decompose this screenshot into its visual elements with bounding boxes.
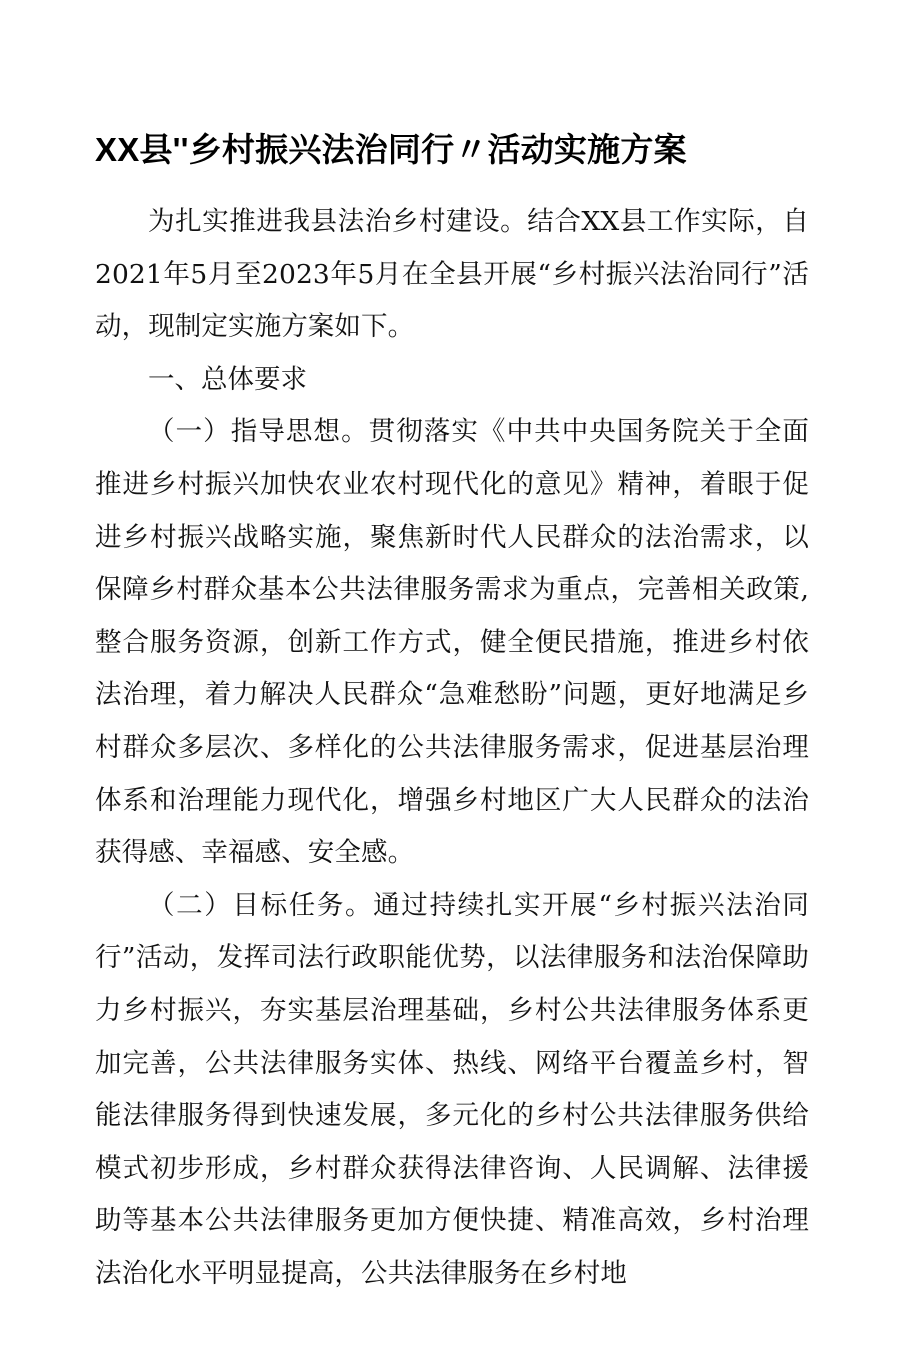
page-title: XX县''乡村振兴法治同行〃活动实施方案 bbox=[95, 131, 687, 168]
intro-paragraph: 为扎实推进我县法治乡村建设。结合XX县工作实际，自2021年5月至2023年5月在全县开展“乡村振兴法治同行”活动，现制定实施方案如下。 bbox=[95, 206, 809, 343]
section-heading-1: 一、总体要求 bbox=[148, 363, 307, 395]
subsection-objectives-tasks: （二）目标任务。通过持续扎实开展“乡村振兴法治同行”活动，发挥司法行政职能优势，以法律服务和法治保障助力乡村振兴，夯实基层治理基础，乡村公共法律服务体系更加完善，公共法律服务实体、热线、网络平台覆盖乡村，智能法律服务得到快速发展，多元化的乡村公共法律服务供给模式初步形成，乡村群众获得法律咨询、人民调解、法律援助等基本公共法律服务更加方便快捷、精准高效，乡村治理法治化水平明显提高，公共法律服务在乡村地 bbox=[95, 889, 809, 1289]
subsection-guiding-ideology: （一）指导思想。贯彻落实《中共中央国务院关于全面推进乡村振兴加快农业农村现代化的意见》精神，着眼于促进乡村振兴战略实施，聚焦新时代人民群众的法治需求，以保障乡村群众基本公共法律服务需求为重点，完善相关政策,整合服务资源，创新工作方式，健全便民措施，推进乡村依法治理，着力解决人民群众“急难愁盼”问题，更好地满足乡村群众多层次、多样化的公共法律服务需求，促进基层治理体系和治理能力现代化，增强乡村地区广大人民群众的法治获得感、幸福感、安全感。 bbox=[95, 416, 809, 869]
document-body bbox=[95, 0, 809, 1300]
